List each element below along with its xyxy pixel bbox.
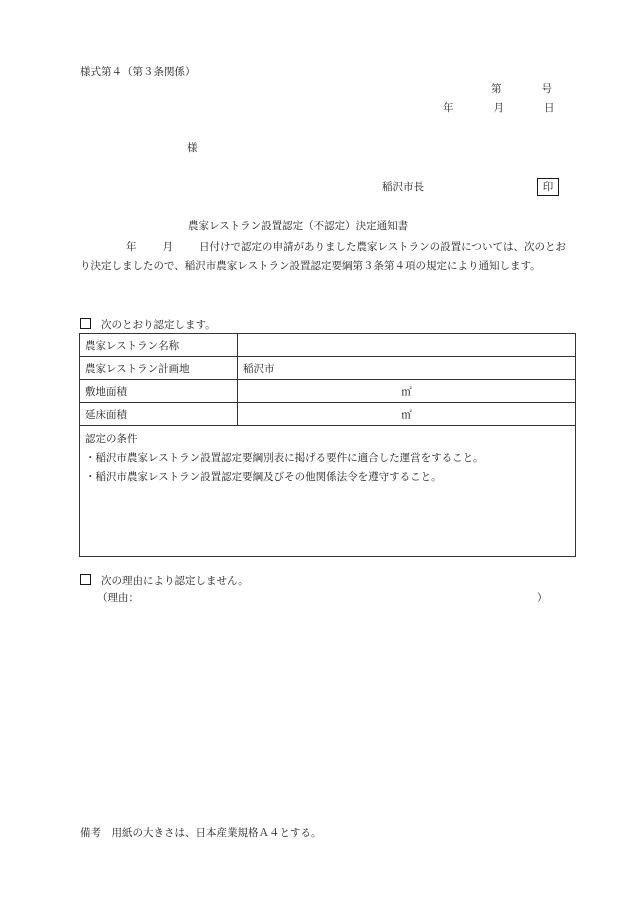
reason-open: （理由： [97,592,139,604]
table-row [80,380,576,403]
form-number-label: 様式第４（第３条関係） [80,66,196,78]
table-row [80,334,576,357]
remark-note: 備考 用紙の大きさは、日本産業規格Ａ４とする。 [80,827,322,839]
document-number [491,84,552,95]
addressee: 様 [187,142,198,154]
body-paragraph [80,238,576,275]
approve-checkbox[interactable] [80,318,91,329]
issue-date [443,103,555,114]
doc-number-go: 号 [541,83,552,95]
date-day: 日 [544,102,555,114]
document-title: 農家レストラン設置認定（不認定）決定通知書 [188,220,409,232]
condition-item: ・稲沢市農家レストラン設置認定要綱及びその他関係法令を遵守すること。 [85,471,442,483]
body-date-month: 月 [162,241,173,253]
table-label: 敷地面積 [80,380,238,403]
conditions-title: 認定の条件 [85,433,138,445]
option-approve-label: 次のとおり認定します。 [101,319,216,331]
table-value: ㎡ [238,380,576,403]
table-value [238,334,576,357]
option-approve [80,318,216,331]
table-value: ㎡ [238,403,576,426]
table-label: 農家レストラン名称 [80,334,238,357]
date-year: 年 [443,102,454,114]
option-reject [80,574,249,587]
issuer-name: 稲沢市長 [382,181,424,193]
doc-number-dai: 第 [491,83,502,95]
conditions-cell [80,426,576,557]
table-value: 稲沢市 [238,357,576,380]
reject-checkbox[interactable] [80,574,91,585]
body-date-year: 年 [126,241,137,253]
option-reject-label: 次の理由により認定しません。 [101,575,249,587]
seal-stamp-box: 印 [537,178,559,196]
reason-close: ） [537,592,548,604]
condition-item: ・稲沢市農家レストラン設置認定要綱別表に掲げる要件に適合した運営をすること。 [85,452,484,464]
table-row [80,357,576,380]
conditions-row [80,426,576,557]
approval-details-table [79,333,576,557]
date-month: 月 [493,102,504,114]
table-label: 延床面積 [80,403,238,426]
table-label: 農家レストラン計画地 [80,357,238,380]
body-text: 日付けで認定の申請がありました農家レストランの設置については、次のとおり決定しましたので、稲沢市農家レストラン設置認定要綱第３条第４項の規定により通知します。 [80,241,566,272]
table-row [80,403,576,426]
